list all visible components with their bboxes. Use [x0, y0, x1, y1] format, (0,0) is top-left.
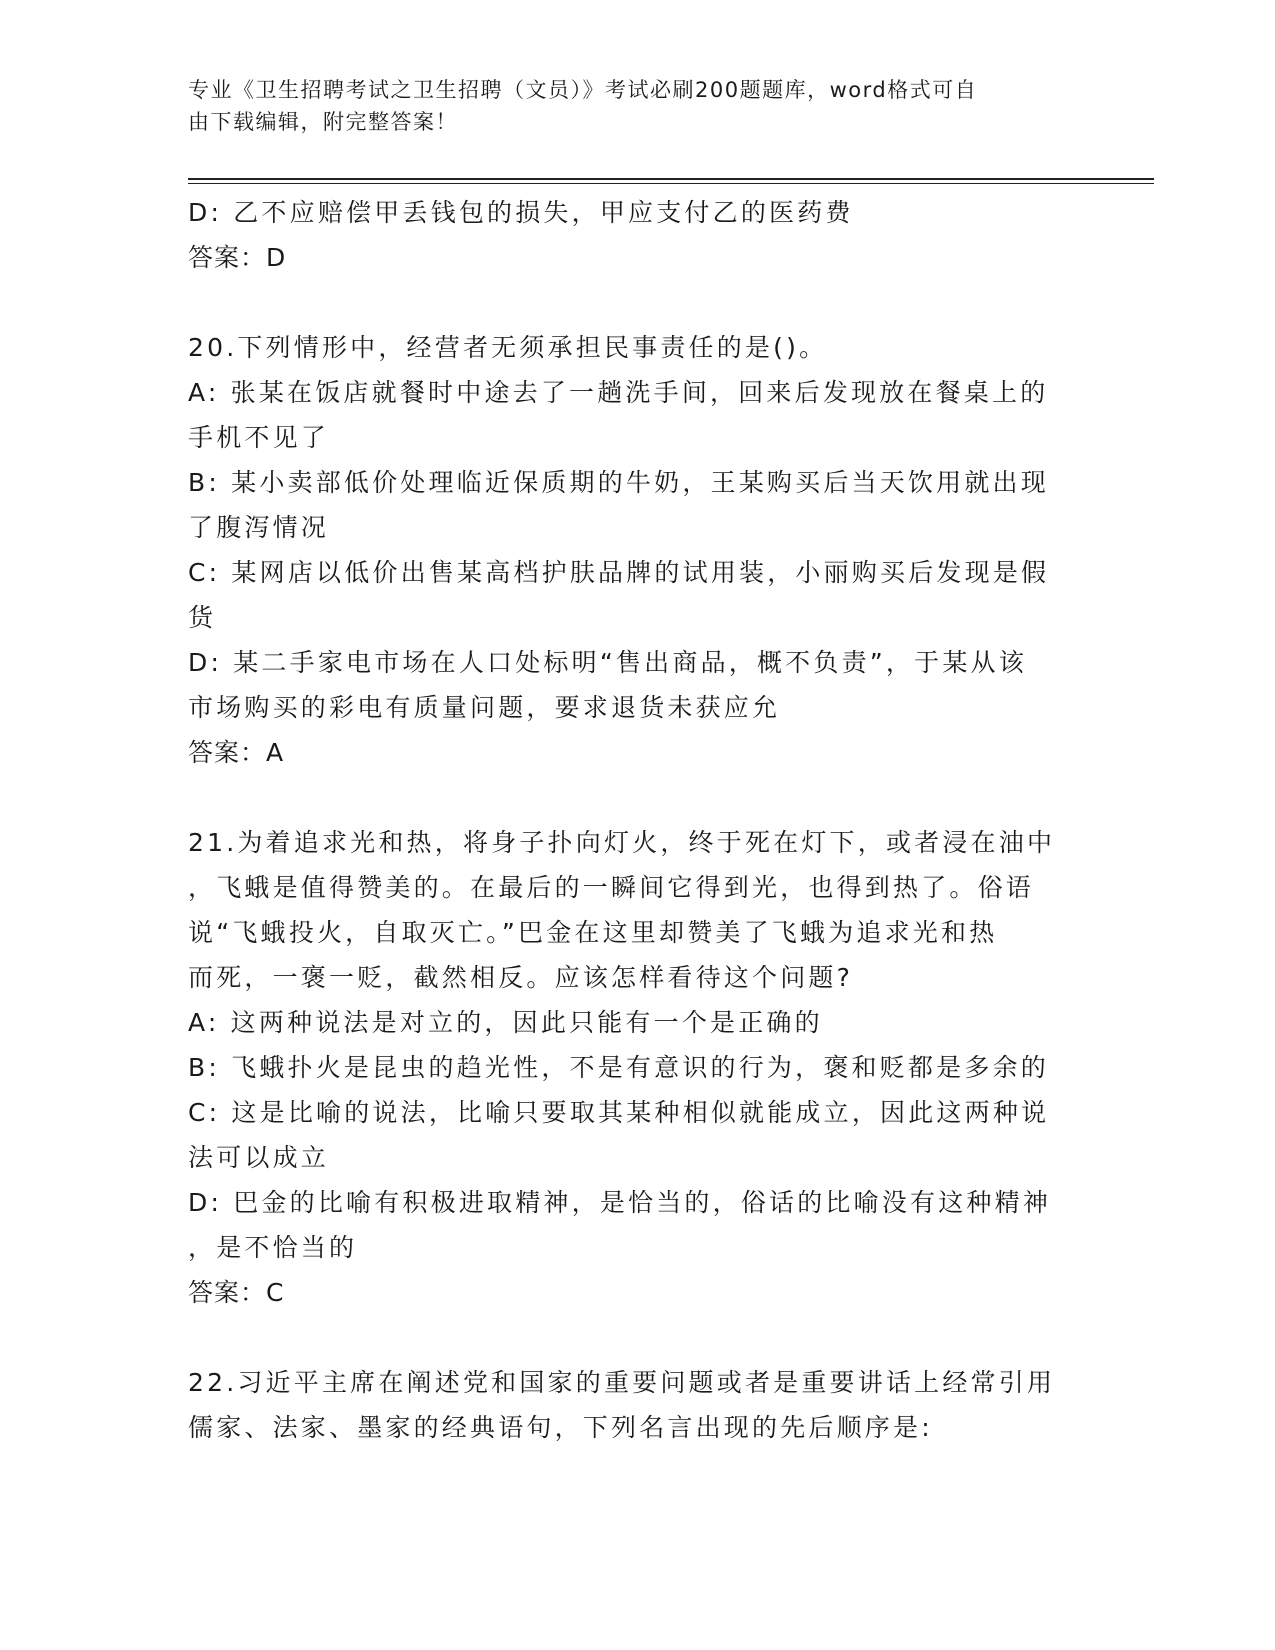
q19-option-d: D: 乙不应赔偿甲丢钱包的损失，甲应支付乙的医药费	[188, 198, 854, 227]
spacer	[188, 775, 1088, 820]
q21-option-c-line-1: C: 这是比喻的说法，比喻只要取其某种相似就能成立，因此这两种说	[188, 1098, 1050, 1127]
spacer	[188, 280, 1088, 325]
q19-answer: 答案：D	[188, 243, 287, 272]
spacer	[188, 1315, 1088, 1360]
q20-answer: 答案：A	[188, 738, 285, 767]
header-divider-thick	[188, 178, 1154, 180]
question-content	[188, 190, 1088, 1450]
q21-option-d-line-2: ，是不恰当的	[188, 1233, 358, 1262]
q21-stem-line-2: ，飞蛾是值得赞美的。在最后的一瞬间它得到光，也得到热了。俗语	[188, 873, 1035, 902]
q21-stem-line-1: 21.为着追求光和热，将身子扑向灯火，终于死在灯下，或者浸在油中	[188, 828, 1056, 857]
q20-option-a-line-2: 手机不见了	[188, 423, 330, 452]
q22-stem-line-1: 22.习近平主席在阐述党和国家的重要问题或者是重要讲话上经常引用	[188, 1368, 1056, 1397]
q20-option-d-line-2: 市场购买的彩电有质量问题，要求退货未获应允	[188, 693, 781, 722]
q21-option-a: A: 这两种说法是对立的，因此只能有一个是正确的	[188, 1008, 823, 1037]
question-20	[188, 325, 1088, 775]
q21-option-d-line-1: D: 巴金的比喻有积极进取精神，是恰当的，俗话的比喻没有这种精神	[188, 1188, 1052, 1217]
q22-stem-line-2: 儒家、法家、墨家的经典语句，下列名言出现的先后顺序是:	[188, 1413, 933, 1442]
q20-option-b-line-1: B: 某小卖部低价处理临近保质期的牛奶，王某购买后当天饮用就出现	[188, 468, 1049, 497]
q20-stem: 20.下列情形中，经营者无须承担民事责任的是()。	[188, 333, 828, 362]
header-divider-thin	[188, 183, 1154, 184]
question-19-tail	[188, 190, 1088, 280]
page-header	[188, 74, 1068, 138]
q21-answer: 答案：C	[188, 1278, 285, 1307]
q21-stem-line-4: 而死，一褒一贬，截然相反。应该怎样看待这个问题?	[188, 963, 854, 992]
q20-option-d-line-1: D: 某二手家电市场在人口处标明“售出商品，概不负责”，于某从该	[188, 648, 1027, 677]
q21-stem-line-3: 说“飞蛾投火，自取灭亡。”巴金在这里却赞美了飞蛾为追求光和热	[188, 918, 998, 947]
q20-option-c-line-2: 货	[188, 603, 217, 632]
q20-option-c-line-1: C: 某网店以低价出售某高档护肤品牌的试用装，小丽购买后发现是假	[188, 558, 1050, 587]
q21-option-b: B: 飞蛾扑火是昆虫的趋光性，不是有意识的行为，褒和贬都是多余的	[188, 1053, 1049, 1082]
q20-option-b-line-2: 了腹泻情况	[188, 513, 330, 542]
header-line-1: 专业《卫生招聘考试之卫生招聘（文员）》考试必刷200题题库，word格式可自	[188, 78, 978, 102]
q20-option-a-line-1: A: 张某在饭店就餐时中途去了一趟洗手间，回来后发现放在餐桌上的	[188, 378, 1049, 407]
question-21	[188, 820, 1088, 1315]
q21-option-c-line-2: 法可以成立	[188, 1143, 330, 1172]
question-22	[188, 1360, 1088, 1450]
header-line-2: 由下载编辑，附完整答案！	[188, 110, 458, 134]
